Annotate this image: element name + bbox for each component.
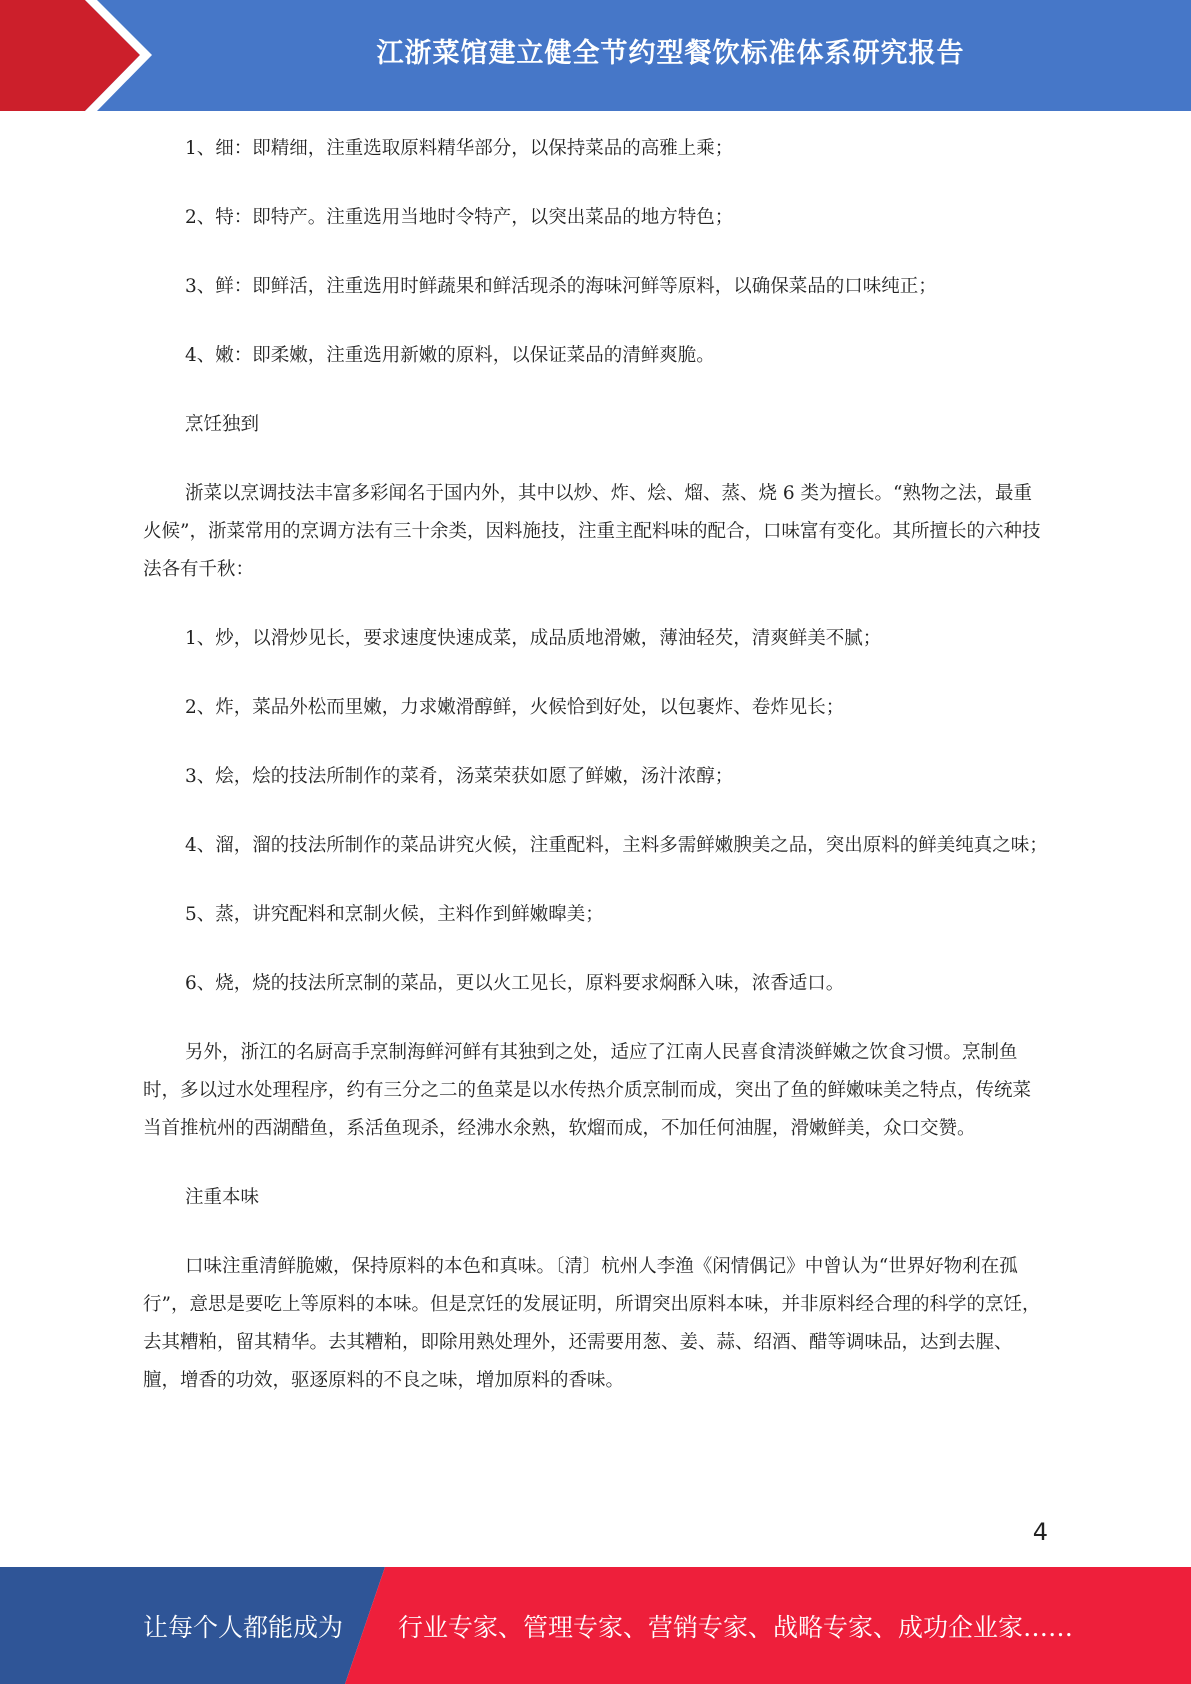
technique-slide: 4、溜，溜的技法所制作的菜品讲究火候，注重配料，主料多需鲜嫩腴美之品，突出原料的鲜美纯真之味； (185, 835, 1048, 856)
footer-slogan-left: 让每个人都能成为 (143, 1612, 344, 1642)
technique-steam: 5、蒸，讲究配料和烹制火候，主料作到鲜嫩暭美； (185, 904, 604, 925)
document-title: 江浙菜馆建立健全节约型餐饮标准体系研究报告 (376, 37, 965, 69)
section-heading-original-flavor: 注重本味 (185, 1187, 260, 1208)
paragraph-techniques-intro: 浙菜以烹调技法丰富多彩闻名于国内外，其中以炒、炸、烩、熘、蒸、烧 6 类为擅长。“熟物之法，最重火候”，浙菜常用的烹调方法有三十余类，因料施技，注重主配料味的配合，口味富有变化。其所擅长的六种技法各有千秋： (143, 483, 1041, 580)
page-footer (0, 1567, 1191, 1684)
technique-braise: 3、烩，烩的技法所制作的菜肴，汤菜荣获如愿了鲜嫩，汤汁浓醇； (185, 766, 734, 787)
list-item-fresh: 3、鲜：即鲜活，注重选用时鲜蔬果和鲜活现杀的海味河鲜等原料，以确保菜品的口味纯正； (185, 276, 937, 297)
footer-slogan-right: 行业专家、管理专家、营销专家、战略专家、成功企业家…… (398, 1612, 1074, 1642)
page-header (0, 0, 1191, 111)
list-item-tender: 4、嫩：即柔嫩，注重选用新嫩的原料，以保证菜品的清鲜爽脆。 (185, 345, 715, 366)
page-number: 4 (1032, 1518, 1048, 1546)
technique-deep-fry: 2、炸，菜品外松而里嫩，力求嫩滑醇鲜，火候恰到好处，以包裹炸、卷炸见长； (185, 697, 845, 718)
list-item-fine: 1、细：即精细，注重选取原料精华部分，以保持菜品的高雅上乘； (185, 138, 734, 159)
list-item-specialty: 2、特：即特产。注重选用当地时令特产，以突出菜品的地方特色； (185, 207, 734, 228)
technique-stew: 6、烧，烧的技法所烹制的菜品，更以火工见长，原料要求焖酥入味，浓香适口。 (185, 973, 845, 994)
paragraph-original-flavor: 口味注重清鲜脆嫩，保持原料的本色和真味。〔清〕杭州人李渔《闲情偶记》中曾认为“世界好物利在孤行”，意思是要吃上等原料的本味。但是烹饪的发展证明，所谓突出原料本味，并非原料经合理的科学的烹饪，去其糟粕，留其精华。去其糟粕，即除用熟处理外，还需要用葱、姜、蒜、绍酒、醋等调味品，达到去腥、膻，增香的功效，驱逐原料的不良之味，增加原料的香味。 (143, 1256, 1041, 1391)
section-heading-cooking: 烹饪独到 (185, 414, 260, 435)
paragraph-seafood: 另外，浙江的名厨高手烹制海鲜河鲜有其独到之处，适应了江南人民喜食清淡鲜嫩之饮食习惯。烹制鱼时，多以过水处理程序，约有三分之二的鱼菜是以水传热介质烹制而成，突出了鱼的鲜嫩味美之特点，传统菜当首推杭州的西湖醋鱼，系活鱼现杀，经沸水氽熟，软熘而成，不加任何油腥，滑嫩鲜美，众口交赞。 (143, 1042, 1032, 1139)
report-body (143, 130, 1048, 1431)
technique-stir-fry: 1、炒，以滑炒见长，要求速度快速成菜，成品质地滑嫩，薄油轻芡，清爽鲜美不腻； (185, 628, 882, 649)
